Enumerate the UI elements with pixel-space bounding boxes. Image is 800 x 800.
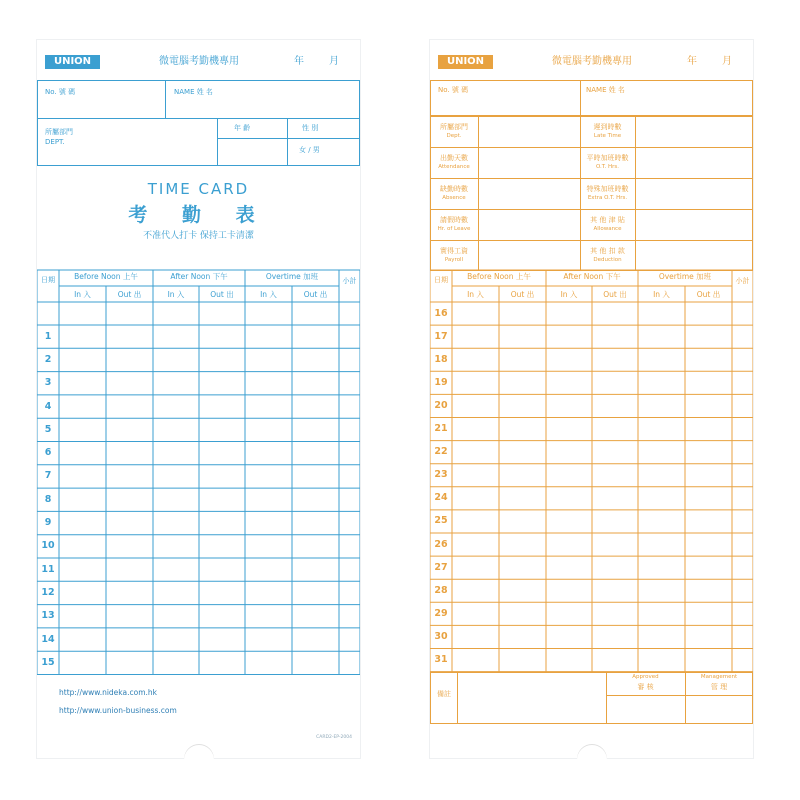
summary-right-label-en: O.T. Hrs. — [595, 164, 620, 170]
day-number: 24 — [434, 492, 448, 504]
out-header: Out 出 — [210, 290, 234, 299]
sex-label: 性 別 — [302, 124, 319, 132]
day-number: 1 — [44, 330, 52, 342]
before-noon-header: Before Noon 上午 — [467, 272, 531, 281]
in-header: In 入 — [167, 290, 185, 299]
in-header: In 入 — [74, 290, 91, 299]
month-label: 月 — [722, 56, 732, 67]
day-number: 22 — [434, 446, 448, 458]
day-number: 19 — [434, 376, 448, 388]
name-label: NAME 姓 名 — [586, 86, 625, 94]
dept-label-en: DEPT. — [45, 138, 65, 146]
attendance-grid — [37, 40, 360, 758]
day-number: 31 — [434, 654, 448, 666]
summary-left-label-cn: 實得工資 — [440, 247, 468, 255]
subtotal-header: 小計 — [342, 277, 357, 285]
time-card-front — [37, 40, 360, 758]
in-header: In 入 — [260, 290, 277, 299]
day-number: 21 — [434, 423, 448, 435]
in-header: In 入 — [467, 290, 484, 299]
day-number: 4 — [44, 400, 52, 412]
day-number: 10 — [41, 540, 55, 552]
summary-left-label-en: Hr. of Leave — [437, 226, 471, 232]
day-number: 27 — [434, 561, 448, 573]
dept-label-cn: 所屬部門 — [45, 128, 73, 136]
overtime-header: Overtime 加班 — [658, 272, 712, 281]
sex-options: 女 / 男 — [299, 146, 320, 154]
overtime-header: Overtime 加班 — [265, 272, 319, 281]
day-number: 18 — [434, 353, 448, 365]
subtotal-header: 小計 — [735, 277, 750, 285]
summary-right-label-en: Late Time — [593, 133, 622, 139]
in-header: In 入 — [560, 290, 578, 299]
out-header: Out 出 — [117, 290, 142, 299]
union-logo: UNION — [438, 55, 493, 69]
summary-right-label-cn: 其 他 津 貼 — [590, 216, 625, 224]
summary-left-label-en: Attendance — [438, 164, 470, 170]
union-logo: UNION — [45, 55, 100, 69]
day-number: 20 — [434, 399, 448, 411]
summary-right-label-cn: 特殊加班時數 — [586, 185, 629, 193]
summary-right-label-en: Deduction — [593, 257, 622, 263]
month-label: 月 — [329, 56, 339, 67]
no-label: No. 號 碼 — [438, 86, 469, 94]
day-number: 29 — [434, 607, 448, 619]
no-label: No. 號 碼 — [45, 88, 76, 96]
summary-right-label-en: Allowance — [593, 226, 622, 232]
age-label: 年 齡 — [234, 124, 251, 132]
day-number: 2 — [44, 353, 52, 365]
summary-left-label-cn: 所屬部門 — [440, 123, 468, 131]
before-noon-header: Before Noon 上午 — [74, 272, 138, 281]
title-cn: 考 勤 表 — [128, 204, 269, 226]
day-number: 12 — [41, 586, 55, 598]
summary-right-label-cn: 平時加班時數 — [586, 154, 629, 162]
summary-left-label-en: Absence — [442, 195, 466, 201]
in-header: In 入 — [653, 290, 670, 299]
approved-label-en: Approved — [632, 674, 659, 680]
day-number: 13 — [41, 610, 55, 622]
day-number: 9 — [44, 517, 52, 529]
summary-left-label-cn: 缺勤時數 — [440, 185, 468, 193]
name-label: NAME 姓 名 — [174, 88, 213, 96]
out-header: Out 出 — [510, 290, 535, 299]
summary-left-label-en: Dept. — [446, 133, 462, 139]
day-label: 日期 — [434, 276, 448, 284]
attendance-grid — [430, 40, 753, 758]
day-number: 25 — [434, 515, 448, 527]
summary-right-label-cn: 遲到時數 — [593, 123, 622, 131]
machine-use-text: 微電腦考勤機專用 — [159, 56, 239, 67]
day-number: 14 — [41, 633, 55, 645]
day-number: 3 — [44, 377, 52, 389]
day-number: 8 — [44, 493, 52, 505]
title-en: TIME CARD — [147, 180, 250, 198]
time-card-back — [430, 40, 753, 758]
year-label: 年 — [687, 56, 697, 67]
remarks-label: 備註 — [437, 690, 451, 698]
management-label-cn: 管 理 — [710, 683, 728, 691]
day-number: 28 — [434, 584, 448, 596]
approved-label-cn: 審 核 — [637, 683, 654, 691]
day-number: 7 — [44, 470, 52, 482]
subtitle: 不准代人打卡 保持工卡清潔 — [143, 231, 254, 241]
summary-right-label-cn: 其 他 扣 款 — [590, 247, 625, 255]
machine-use-text: 微電腦考勤機專用 — [552, 56, 632, 67]
day-number: 11 — [41, 563, 55, 575]
after-noon-header: After Noon 下午 — [563, 272, 621, 281]
summary-left-label-en: Payroll — [444, 257, 464, 263]
day-number: 23 — [434, 469, 448, 481]
day-number: 5 — [44, 423, 52, 435]
out-header: Out 出 — [303, 290, 328, 299]
day-number: 26 — [434, 538, 448, 550]
management-label-en: Management — [700, 674, 738, 680]
url-nideka[interactable]: http://www.nideka.com.hk — [59, 688, 157, 697]
day-label: 日期 — [41, 276, 55, 284]
year-label: 年 — [294, 56, 304, 67]
after-noon-header: After Noon 下午 — [170, 272, 228, 281]
day-number: 30 — [434, 630, 448, 642]
summary-left-label-cn: 出勤天數 — [440, 154, 468, 162]
day-number: 17 — [434, 330, 448, 342]
day-number: 6 — [44, 447, 52, 459]
url-union[interactable]: http://www.union-business.com — [59, 706, 177, 715]
out-header: Out 出 — [603, 290, 627, 299]
day-number: 16 — [434, 307, 448, 319]
summary-left-label-cn: 請假時數 — [440, 216, 468, 224]
day-number: 15 — [41, 656, 55, 668]
out-header: Out 出 — [696, 290, 721, 299]
summary-right-label-en: Extra O.T. Hrs. — [587, 195, 628, 201]
card-code: CARD2-EP-2004 — [316, 735, 352, 740]
